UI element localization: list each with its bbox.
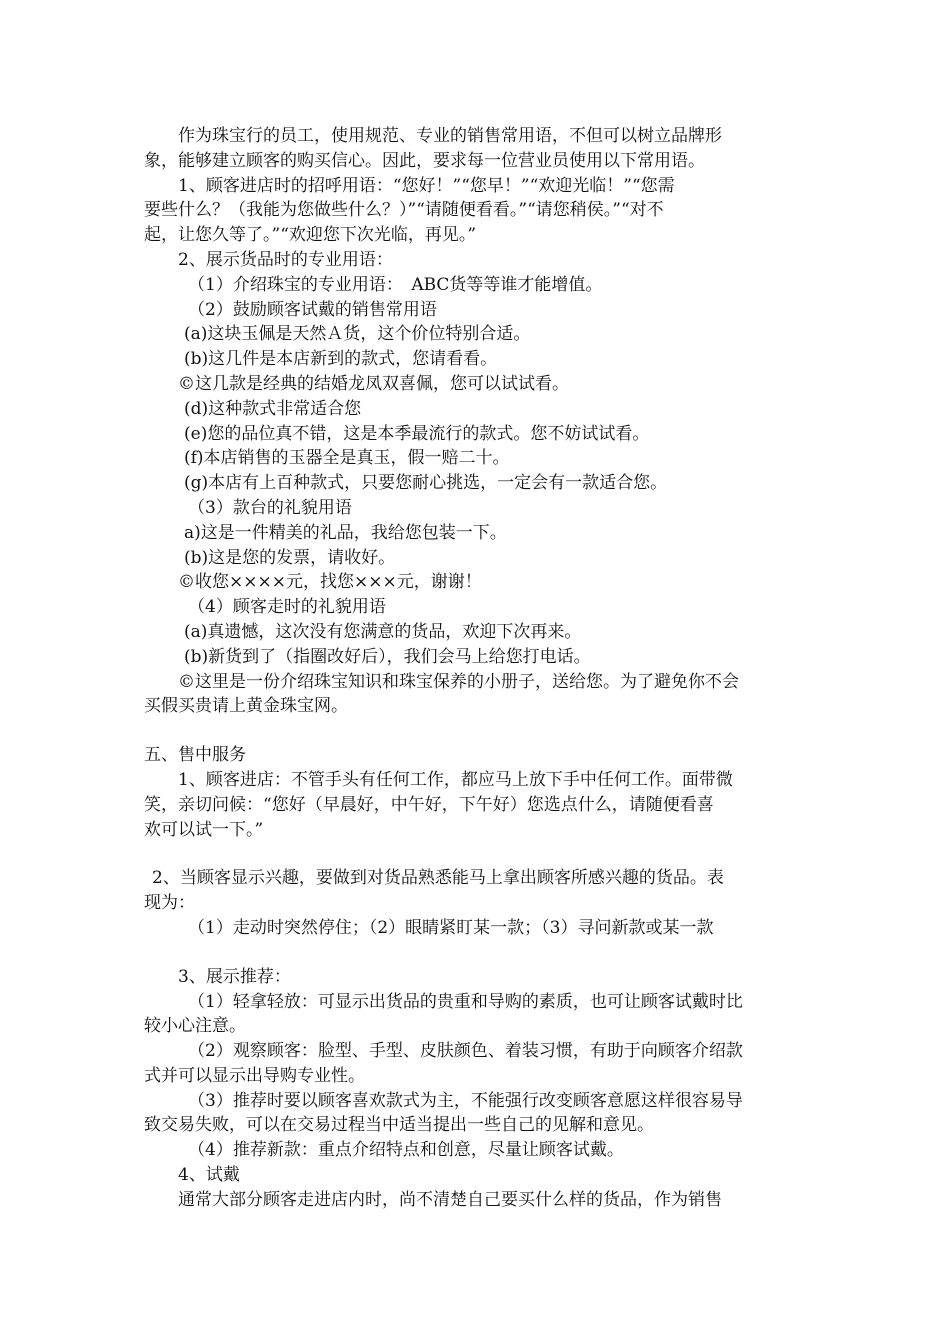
list-item: (g)本店有上百种款式，只要您耐心挑选，一定会有一款适合您。 [184, 473, 668, 494]
list-item: （1）走动时突然停住；（2）眼睛紧盯某一款；（3）寻问新款或某一款 [188, 917, 714, 938]
list-item: （1）轻拿轻放：可显示出货品的贵重和导购的素质，也可让顾客试戴时比 [188, 991, 743, 1012]
paragraph-line: 通常大部分顾客走进店内时，尚不清楚自己要买什么样的货品，作为销售 [178, 1189, 722, 1210]
section-heading: 2、展示货品时的专业用语： [178, 249, 393, 270]
list-item: （3）推荐时要以顾客喜欢款式为主，不能强行改变顾客意愿这样很容易导 [188, 1090, 743, 1111]
paragraph-line: 欢可以试一下。” [144, 819, 264, 840]
list-item: （4）顾客走时的礼貌用语 [188, 597, 386, 618]
paragraph-line: 作为珠宝行的员工，使用规范、专业的销售常用语，不但可以树立品牌形 [178, 126, 722, 146]
section-heading: 五、售中服务 [144, 745, 246, 766]
paragraph-line: 致交易失败，可以在交易过程当中适当提出一些自己的见解和意见。 [144, 1115, 654, 1136]
paragraph-line: 2、当顾客显示兴趣，要做到对货品熟悉能马上拿出顾客所感兴趣的货品。表 [152, 868, 724, 889]
paragraph-line: ©这里是一份介绍珠宝知识和珠宝保养的小册子，送给您。为了避免你不会 [178, 671, 739, 692]
list-item: （2）鼓励顾客试戴的销售常用语 [188, 299, 437, 320]
paragraph-line: 笑，亲切问候：“您好（早晨好，中午好，下午好）您选点什么，请随便看喜 [144, 794, 714, 815]
list-item: (a)真遗憾，这次没有您满意的货品，欢迎下次再来。 [184, 621, 582, 642]
list-item: (f)本店销售的玉器全是真玉，假一赔二十。 [184, 448, 510, 469]
list-item: ©这几款是经典的结婚龙凤双喜佩，您可以试试看。 [178, 373, 569, 394]
paragraph-line: 式并可以显示出导购专业性。 [144, 1065, 365, 1086]
list-item: (e)您的品位真不错，这是本季最流行的款式。您不妨试试看。 [184, 423, 650, 444]
list-item: （1）介绍珠宝的专业用语： ABC货等等谁才能增值。 [188, 274, 603, 295]
section-heading: 3、展示推荐： [178, 966, 291, 987]
paragraph-line: 买假买贵请上黄金珠宝网。 [144, 696, 348, 717]
paragraph-line: 要些什么？（我能为您做些什么？）”“请随便看看。”“请您稍侯。”“对不 [144, 200, 664, 221]
paragraph-line: 较小心注意。 [144, 1016, 246, 1037]
paragraph-line: 起，让您久等了。”“欢迎您下次光临，再见。” [144, 225, 477, 246]
paragraph-line: 1、顾客进店时的招呼用语：“您好！”“您早！”“欢迎光临！”“您需 [178, 175, 675, 196]
list-item: （3）款台的礼貌用语 [188, 497, 352, 518]
section-heading: 4、试戴 [178, 1165, 240, 1186]
list-item: （4）推荐新款：重点介绍特点和创意，尽量让顾客试戴。 [188, 1140, 624, 1161]
list-item: (a)这块玉佩是天然Ａ货，这个价位特别合适。 [184, 324, 531, 345]
paragraph-line: 1、顾客进店：不管手头有任何工作，都应马上放下手中任何工作。面带微 [178, 769, 733, 790]
list-item: (b)这几件是本店新到的款式，您请看看。 [184, 349, 498, 370]
list-item: (d)这种款式非常适合您 [184, 398, 362, 419]
list-item: ©收您××××元，找您×××元，谢谢！ [178, 572, 482, 593]
list-item: (b)这是您的发票，请收好。 [184, 547, 396, 568]
paragraph-line: 象，能够建立顾客的购买信心。因此，要求每一位营业员使用以下常用语。 [144, 150, 705, 171]
document-body [144, 124, 810, 1213]
list-item: (b)新货到了（指圈改好后），我们会马上给您打电话。 [184, 646, 591, 667]
list-item: a)这是一件精美的礼品，我给您包装一下。 [184, 522, 507, 543]
list-item: （2）观察顾客：脸型、手型、皮肤颜色、着装习惯，有助于向顾客介绍款 [188, 1041, 743, 1062]
paragraph-line: 现为： [144, 893, 195, 914]
